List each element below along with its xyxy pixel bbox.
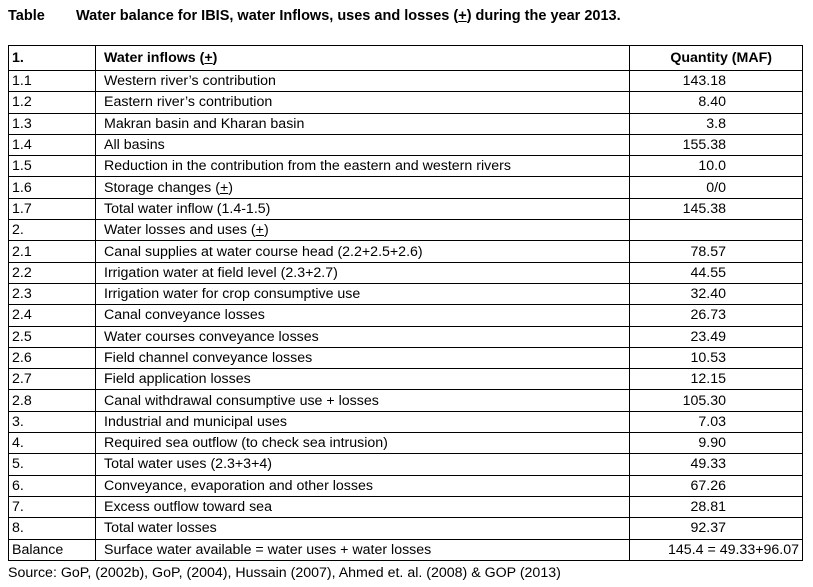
caption-title-end: ) during the year 2013. — [466, 8, 621, 24]
row-number: 8. — [9, 518, 96, 539]
row-item: Field channel conveyance losses — [96, 347, 630, 368]
row-quantity: 44.55 — [630, 262, 803, 283]
header-quantity: Quantity (MAF) — [630, 46, 803, 71]
row-item: Industrial and municipal uses — [96, 411, 630, 432]
row-quantity: 0/0 — [630, 177, 803, 198]
row-quantity: 92.37 — [630, 518, 803, 539]
row-item: Makran basin and Kharan basin — [96, 113, 630, 134]
row-item: Total water losses — [96, 518, 630, 539]
table-row — [9, 283, 803, 304]
row-quantity: 32.40 — [630, 283, 803, 304]
row-item: Conveyance, evaporation and other losses — [96, 475, 630, 496]
row-item — [96, 177, 630, 198]
row-quantity: 67.26 — [630, 475, 803, 496]
caption-title — [76, 8, 621, 24]
row-number: 1.2 — [9, 92, 96, 113]
table-row — [9, 220, 803, 241]
row-item: Required sea outflow (to check sea intrusion) — [96, 433, 630, 454]
row-quantity: 10.0 — [630, 156, 803, 177]
row-quantity: 9.90 — [630, 433, 803, 454]
row-number: 3. — [9, 411, 96, 432]
table-row — [9, 390, 803, 411]
row-item-text: Water losses and uses ( — [104, 222, 256, 239]
table-row — [9, 475, 803, 496]
table-caption — [8, 6, 621, 26]
water-balance-table — [8, 45, 803, 561]
table-row — [9, 156, 803, 177]
table-row — [9, 411, 803, 432]
row-item: Reduction in the contribution from the eastern and western rivers — [96, 156, 630, 177]
table-row — [9, 177, 803, 198]
plus-minus-symbol: + — [458, 8, 467, 24]
row-number: 1.7 — [9, 198, 96, 219]
row-item: Canal withdrawal consumptive use + losses — [96, 390, 630, 411]
table-row — [9, 305, 803, 326]
balance-row — [9, 539, 803, 560]
row-quantity: 155.38 — [630, 134, 803, 155]
table-row — [9, 134, 803, 155]
table-row — [9, 369, 803, 390]
row-number: 2.5 — [9, 326, 96, 347]
table-row — [9, 241, 803, 262]
row-item: Irrigation water for crop consumptive use — [96, 283, 630, 304]
table-row — [9, 347, 803, 368]
row-number: 2.1 — [9, 241, 96, 262]
row-number: 2.8 — [9, 390, 96, 411]
table-row — [9, 92, 803, 113]
row-quantity: 12.15 — [630, 369, 803, 390]
row-quantity: 23.49 — [630, 326, 803, 347]
row-item: Field application losses — [96, 369, 630, 390]
caption-label: Table — [8, 8, 45, 24]
row-quantity: 7.03 — [630, 411, 803, 432]
row-number: 2. — [9, 220, 96, 241]
row-number: 2.6 — [9, 347, 96, 368]
header-item-close: ) — [212, 50, 218, 66]
table-row — [9, 518, 803, 539]
row-number: 2.2 — [9, 262, 96, 283]
row-quantity: 49.33 — [630, 454, 803, 475]
balance-item: Surface water available = water uses + water losses — [96, 539, 630, 560]
row-number: 5. — [9, 454, 96, 475]
row-quantity — [630, 220, 803, 241]
plus-minus-symbol: + — [204, 50, 213, 66]
caption-title-text: Water balance for IBIS, water Inflows, uses and losses ( — [76, 8, 459, 24]
row-quantity: 10.53 — [630, 347, 803, 368]
row-number: 4. — [9, 433, 96, 454]
row-item: Excess outflow toward sea — [96, 496, 630, 517]
table-row — [9, 454, 803, 475]
table-row — [9, 326, 803, 347]
row-number: 1.4 — [9, 134, 96, 155]
row-number: 1.5 — [9, 156, 96, 177]
row-item: Western river’s contribution — [96, 71, 630, 92]
row-item-close: ) — [263, 222, 269, 239]
balance-quantity: 145.4 = 49.33+96.07 — [630, 539, 803, 560]
row-quantity: 3.8 — [630, 113, 803, 134]
row-item: Canal supplies at water course head (2.2+2.5+2.6) — [96, 241, 630, 262]
row-number: 6. — [9, 475, 96, 496]
header-item — [96, 46, 630, 71]
row-item-text: Storage changes ( — [104, 179, 220, 196]
row-quantity: 78.57 — [630, 241, 803, 262]
row-item: Water courses conveyance losses — [96, 326, 630, 347]
table-row — [9, 198, 803, 219]
row-item: All basins — [96, 134, 630, 155]
table-row — [9, 71, 803, 92]
row-number: 2.4 — [9, 305, 96, 326]
table-row — [9, 113, 803, 134]
header-item-text: Water inflows ( — [104, 50, 205, 66]
row-quantity: 143.18 — [630, 71, 803, 92]
row-item — [96, 220, 630, 241]
row-quantity: 26.73 — [630, 305, 803, 326]
row-number: 7. — [9, 496, 96, 517]
source-note: Source: GoP, (2002b), GoP, (2004), Hussain (2007), Ahmed et. al. (2008) & GOP (2013) — [8, 565, 561, 581]
plus-minus-symbol: + — [219, 179, 229, 196]
row-quantity: 105.30 — [630, 390, 803, 411]
row-number: 1.1 — [9, 71, 96, 92]
table-row — [9, 496, 803, 517]
row-number: 1.6 — [9, 177, 96, 198]
row-item: Eastern river’s contribution — [96, 92, 630, 113]
row-number: 1.3 — [9, 113, 96, 134]
header-number: 1. — [9, 46, 96, 71]
row-item: Canal conveyance losses — [96, 305, 630, 326]
plus-minus-symbol: + — [255, 222, 264, 239]
row-quantity: 28.81 — [630, 496, 803, 517]
row-item: Total water uses (2.3+3+4) — [96, 454, 630, 475]
row-number: 2.3 — [9, 283, 96, 304]
row-number: 2.7 — [9, 369, 96, 390]
balance-label: Balance — [9, 539, 96, 560]
row-quantity: 145.38 — [630, 198, 803, 219]
row-quantity: 8.40 — [630, 92, 803, 113]
row-item: Irrigation water at field level (2.3+2.7) — [96, 262, 630, 283]
row-item-close: ) — [228, 179, 233, 196]
row-item: Total water inflow (1.4-1.5) — [96, 198, 630, 219]
table-row — [9, 262, 803, 283]
table-row — [9, 433, 803, 454]
table-header-row — [9, 46, 803, 71]
